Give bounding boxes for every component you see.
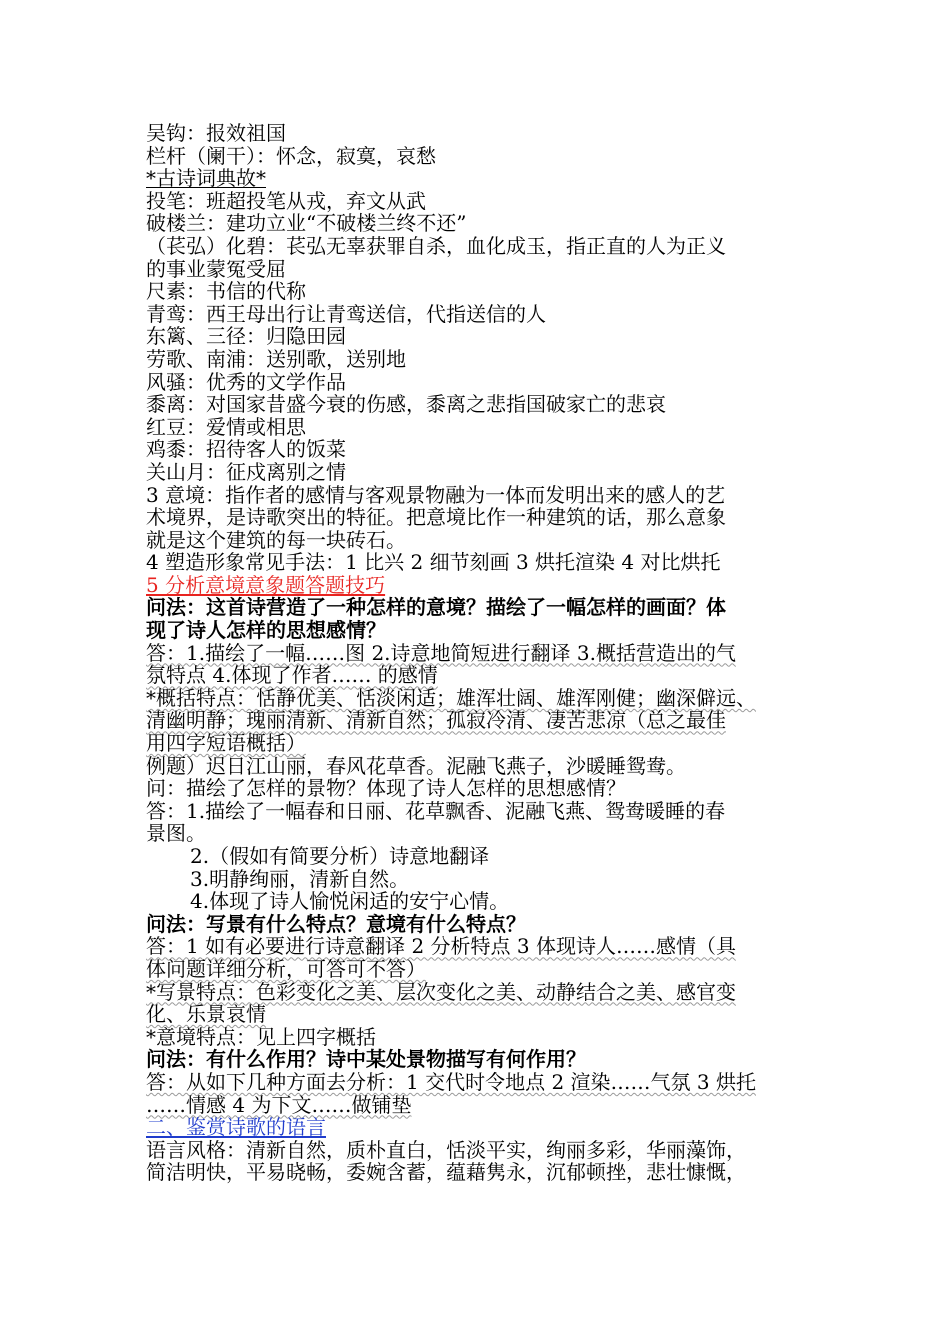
text-line: ……情感 4 为下文……做铺垫 [146, 1092, 412, 1117]
text-line: 4.体现了诗人愉悦闲适的安宁心情。 [190, 889, 510, 914]
text-line: 氛特点 4.体现了作者…… 的感情 [146, 663, 438, 688]
text-line: 简洁明快，平易晓畅，委婉含蓄，蕴藉隽永，沉郁顿挫，悲壮慷慨， [146, 1160, 746, 1185]
document-page [146, 122, 816, 1184]
text-line: 清幽明静；瑰丽清新、清新自然；孤寂冷清、凄苦悲凉（总之最佳 [146, 708, 726, 733]
text-line: 答：1.描绘了一幅……图 2.诗意地简短进行翻译 3.概括营造出的气 [146, 640, 736, 665]
text-line: 吴钩：报效祖国 [146, 121, 286, 145]
text-line: 4 塑造形象常见手法：1 比兴 2 细节刻画 3 烘托渲染 4 对比烘托 [146, 550, 721, 575]
text-line: 答：1 如有必要进行诗意翻译 2 分析特点 3 体现诗人……感情（具 [146, 934, 736, 959]
text-line: 破楼兰：建功立业“不破楼兰终不还” [146, 211, 467, 236]
text-line: （苌弘）化碧：苌弘无辜获罪自杀，血化成玉，指正直的人为正义 [146, 233, 726, 258]
text-line: 3 意境：指作者的感情与客观景物融为一体而发明出来的感人的艺 [146, 482, 726, 507]
text-line: 答：1.描绘了一幅春和日丽、花草飘香、泥融飞燕、鸳鸯暖睡的春 [146, 798, 726, 823]
link-analysis-technique[interactable]: 5 分析意境意象题答题技巧 [146, 572, 386, 597]
text-line: *意境特点：见上四字概括 [146, 1024, 376, 1049]
text-line: 鸡黍：招待客人的饭菜 [146, 437, 346, 462]
text-line: 风骚：优秀的文学作品 [146, 369, 346, 394]
question-heading: 问法：写景有什么特点？意境有什么特点？ [146, 911, 526, 936]
text-line: *概括特点：恬静优美、恬淡闲适；雄浑壮阔、雄浑刚健；幽深僻远、 [146, 685, 756, 710]
text-line: 2.（假如有简要分析）诗意地翻译 [190, 844, 490, 868]
text-line: 栏杆（阑干）：怀念，寂寞，哀愁 [146, 143, 436, 168]
question-heading: 现了诗人怎样的思想感情？ [146, 618, 386, 643]
text-line: 化、乐景哀情 [146, 1002, 266, 1027]
question-heading: 问法：这首诗营造了一种怎样的意境？描绘了一幅怎样的画面？体 [146, 595, 726, 620]
text-line: *写景特点：色彩变化之美、层次变化之美、动静结合之美、感官变 [146, 979, 736, 1004]
text-line: 就是这个建筑的每一块砖石。 [146, 527, 406, 552]
text-line: 投笔：班超投笔从戎，弃文从武 [146, 188, 426, 213]
text-line: 体问题详细分析，可答可不答） [146, 956, 426, 981]
question-heading: 问法：有什么作用？诗中某处景物描写有何作用？ [146, 1047, 586, 1072]
text-line: 青鸾：西王母出行让青鸾送信，代指送信的人 [146, 301, 546, 326]
text-line: 答：从如下几种方面去分析：1 交代时令地点 2 渲染……气氛 3 烘托 [146, 1069, 756, 1094]
text-line: 劳歌、南浦：送别歌，送别地 [146, 346, 406, 371]
text-line: 语言风格：清新自然，质朴直白，恬淡平实，绚丽多彩，华丽藻饰， [146, 1137, 746, 1162]
text-line: 用四字短语概括） [146, 731, 306, 756]
text-line: 红豆：爱情或相思 [146, 414, 306, 439]
text-line: 东篱、三径：归隐田园 [146, 324, 346, 349]
section-heading-allusions: *古诗词典故* [146, 166, 266, 191]
text-line: 关山月：征戍离别之情 [146, 459, 346, 484]
text-line: 例题）迟日江山丽，春风花草香。泥融飞燕子，沙暖睡鸳鸯。 [146, 753, 686, 778]
text-line: 景图。 [146, 821, 206, 846]
text-line: 黍离：对国家昔盛今衰的伤感，黍离之悲指国破家亡的悲哀 [146, 392, 666, 417]
text-line: 3.明静绚丽，清新自然。 [190, 866, 410, 891]
text-line: 术境界，是诗歌突出的特征。把意境比作一种建筑的话，那么意象 [146, 505, 726, 530]
text-line: 问：描绘了怎样的景物？体现了诗人怎样的思想感情？ [146, 776, 626, 801]
text-line: 的事业蒙冤受屈 [146, 256, 286, 281]
link-poetry-language[interactable]: 二、鉴赏诗歌的语言 [146, 1115, 326, 1140]
text-line: 尺素：书信的代称 [146, 279, 306, 304]
